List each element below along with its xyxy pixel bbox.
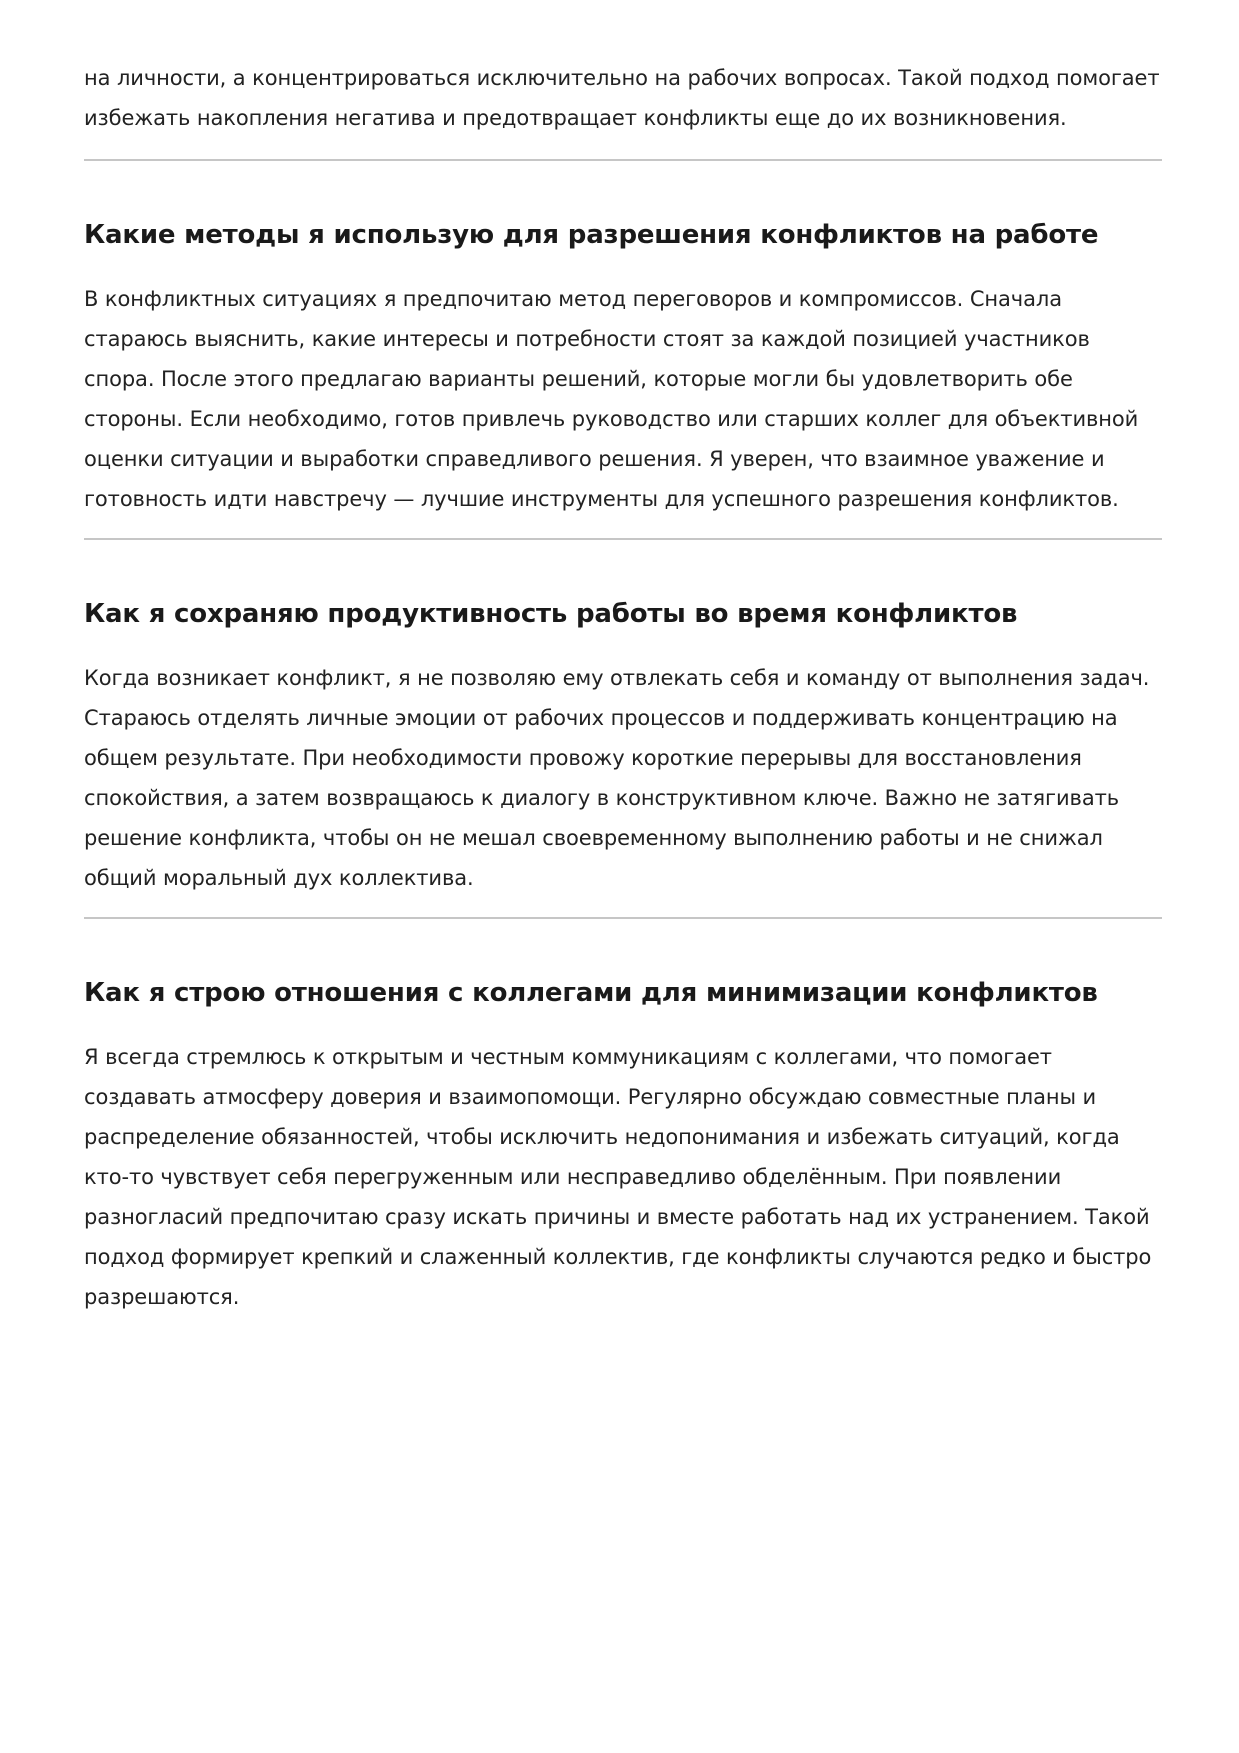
document-page (84, 58, 1162, 1317)
section-body: Я всегда стремлюсь к открытым и честным коммуникациям с коллегами, что помогает создавать атмосферу доверия и взаимопомощи. Регулярно обсуждаю совместные планы и распределение обязанностей, чтобы исключить недопонимания и избежать ситуаций, когда кто-то чувствует себя перегруженным или несправедливо обделённым. При появлении разногласий предпочитаю сразу искать причины и вместе работать над их устранением. Такой подход формирует крепкий и слаженный коллектив, где конфликты случаются редко и быстро разрешаются. (84, 1045, 1152, 1309)
section-productivity (84, 596, 1162, 898)
section-relationships (84, 975, 1162, 1317)
section-body: В конфликтных ситуациях я предпочитаю метод переговоров и компромиссов. Сначала стараюсь выяснить, какие интересы и потребности стоят за каждой позицией участников спора. После этого предлагаю варианты решений, которые могли бы удовлетворить обе стороны. Если необходимо, готов привлечь руководство или старших коллег для объективной оценки ситуации и выработки справедливого решения. Я уверен, что взаимное уважение и готовность идти навстречу — лучшие инструменты для успешного разрешения конфликтов. (84, 287, 1139, 511)
section-divider (84, 159, 1162, 161)
section-body: Когда возникает конфликт, я не позволяю ему отвлекать себя и команду от выполнения задач. Стараюсь отделять личные эмоции от рабочих процессов и поддерживать концентрацию на общем результате. При необходимости провожу короткие перерывы для восстановления спокойствия, а затем возвращаюсь к диалогу в конструктивном ключе. Важно не затягивать решение конфликта, чтобы он не мешал своевременному выполнению работы и не снижал общий моральный дух коллектива. (84, 666, 1150, 890)
section-conflict-methods (84, 217, 1162, 519)
section-divider (84, 538, 1162, 540)
section-title: Как я строю отношения с коллегами для минимизации конфликтов (84, 978, 1098, 1008)
intro-paragraph: на личности, а концентрироваться исключительно на рабочих вопросах. Такой подход помогает избежать накопления негатива и предотвращает конфликты еще до их возникновения. (84, 66, 1160, 130)
section-title: Какие методы я использую для разрешения конфликтов на работе (84, 220, 1099, 250)
section-divider (84, 917, 1162, 919)
section-title: Как я сохраняю продуктивность работы во время конфликтов (84, 599, 1018, 629)
